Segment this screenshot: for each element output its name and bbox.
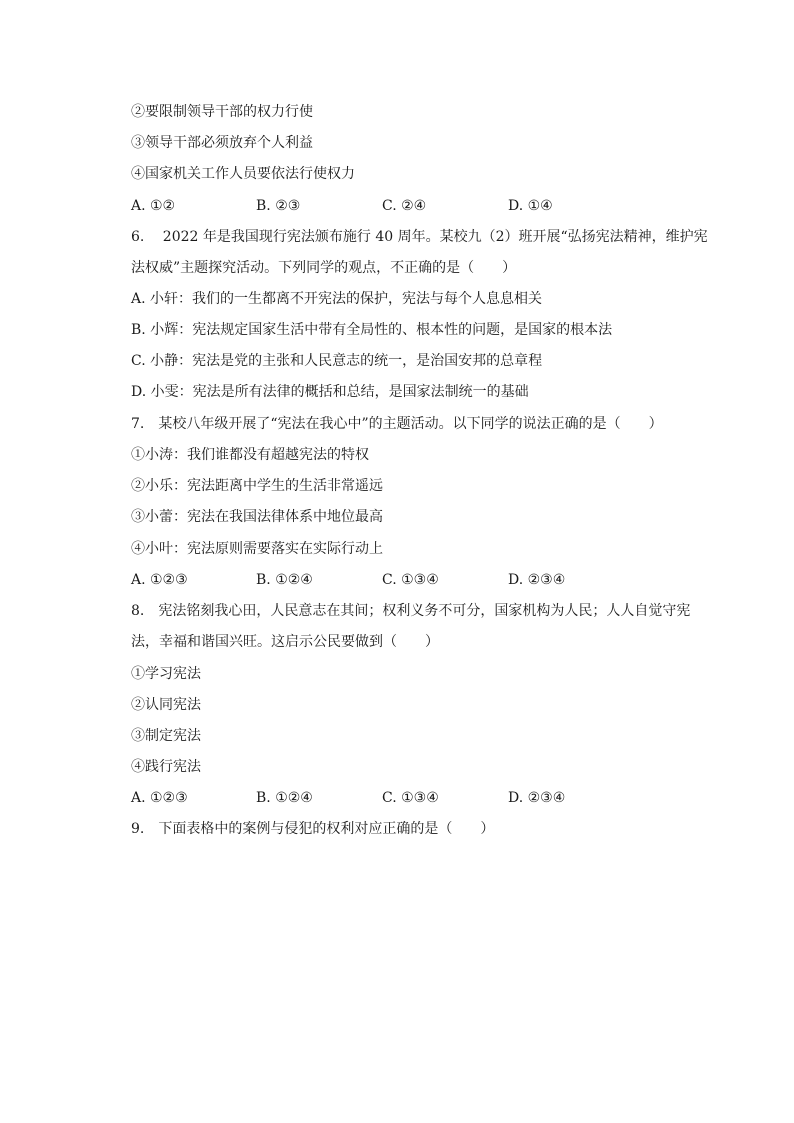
option-d: D. ①④ (508, 198, 553, 214)
question-6-choice-d: D. 小雯：宪法是所有法律的概括和总结，是国家法制统一的基础 (131, 384, 529, 400)
question-7-stem: 7. 某校八年级开展了“宪法在我心中”的主题活动。以下同学的说法正确的是（ ） (131, 416, 663, 432)
statement-item: ③小蕾：宪法在我国法律体系中地位最高 (131, 509, 383, 525)
option-c: C. ①③④ (382, 790, 439, 806)
option-d: D. ②③④ (508, 572, 566, 588)
statement-item: ②要限制领导干部的权力行使 (131, 104, 313, 120)
statement-item: ④践行宪法 (131, 759, 201, 775)
statement-item: ②小乐：宪法距离中学生的生活非常遥远 (131, 478, 383, 494)
option-c: C. ①③④ (382, 572, 439, 588)
option-a: A. ①② (131, 198, 176, 214)
question-6-choice-b: B. 小辉：宪法规定国家生活中带有全局性的、根本性的问题，是国家的根本法 (131, 322, 613, 338)
option-a: A. ①②③ (131, 790, 188, 806)
answer-options (131, 788, 691, 808)
question-6-choice-a: A. 小轩：我们的一生都离不开宪法的保护，宪法与每个人息息相关 (131, 291, 543, 307)
question-8-stem-cont: 法，幸福和谐国兴旺。这启示公民要做到（ ） (131, 634, 439, 650)
answer-options (131, 196, 691, 216)
question-6-stem: 6. 2022 年是我国现行宪法颁布施行 40 周年。某校九（2）班开展“弘扬宪法精神，维护宪 (131, 229, 708, 245)
option-b: B. ①②④ (256, 572, 313, 588)
statement-item: ④国家机关工作人员要依法行使权力 (131, 166, 355, 182)
option-b: B. ①②④ (256, 790, 313, 806)
option-c: C. ②④ (382, 198, 427, 214)
statement-item: ①学习宪法 (131, 666, 201, 682)
option-d: D. ②③④ (508, 790, 566, 806)
question-6-stem-cont: 法权威”主题探究活动。下列同学的观点，不正确的是（ ） (131, 260, 517, 276)
statement-item: ②认同宪法 (131, 697, 201, 713)
statement-item: ③领导干部必须放弃个人利益 (131, 135, 313, 151)
statement-item: ③制定宪法 (131, 728, 201, 744)
answer-options (131, 570, 691, 590)
question-9-stem: 9. 下面表格中的案例与侵犯的权利对应正确的是（ ） (131, 821, 495, 837)
question-8-stem: 8. 宪法铭刻我心田，人民意志在其间；权利义务不可分，国家机构为人民；人人自觉守宪 (131, 603, 691, 619)
statement-item: ①小涛：我们谁都没有超越宪法的特权 (131, 447, 369, 463)
question-6-choice-c: C. 小静：宪法是党的主张和人民意志的统一，是治国安邦的总章程 (131, 353, 543, 369)
option-b: B. ②③ (256, 198, 301, 214)
option-a: A. ①②③ (131, 572, 188, 588)
statement-item: ④小叶：宪法原则需要落实在实际行动上 (131, 541, 383, 557)
